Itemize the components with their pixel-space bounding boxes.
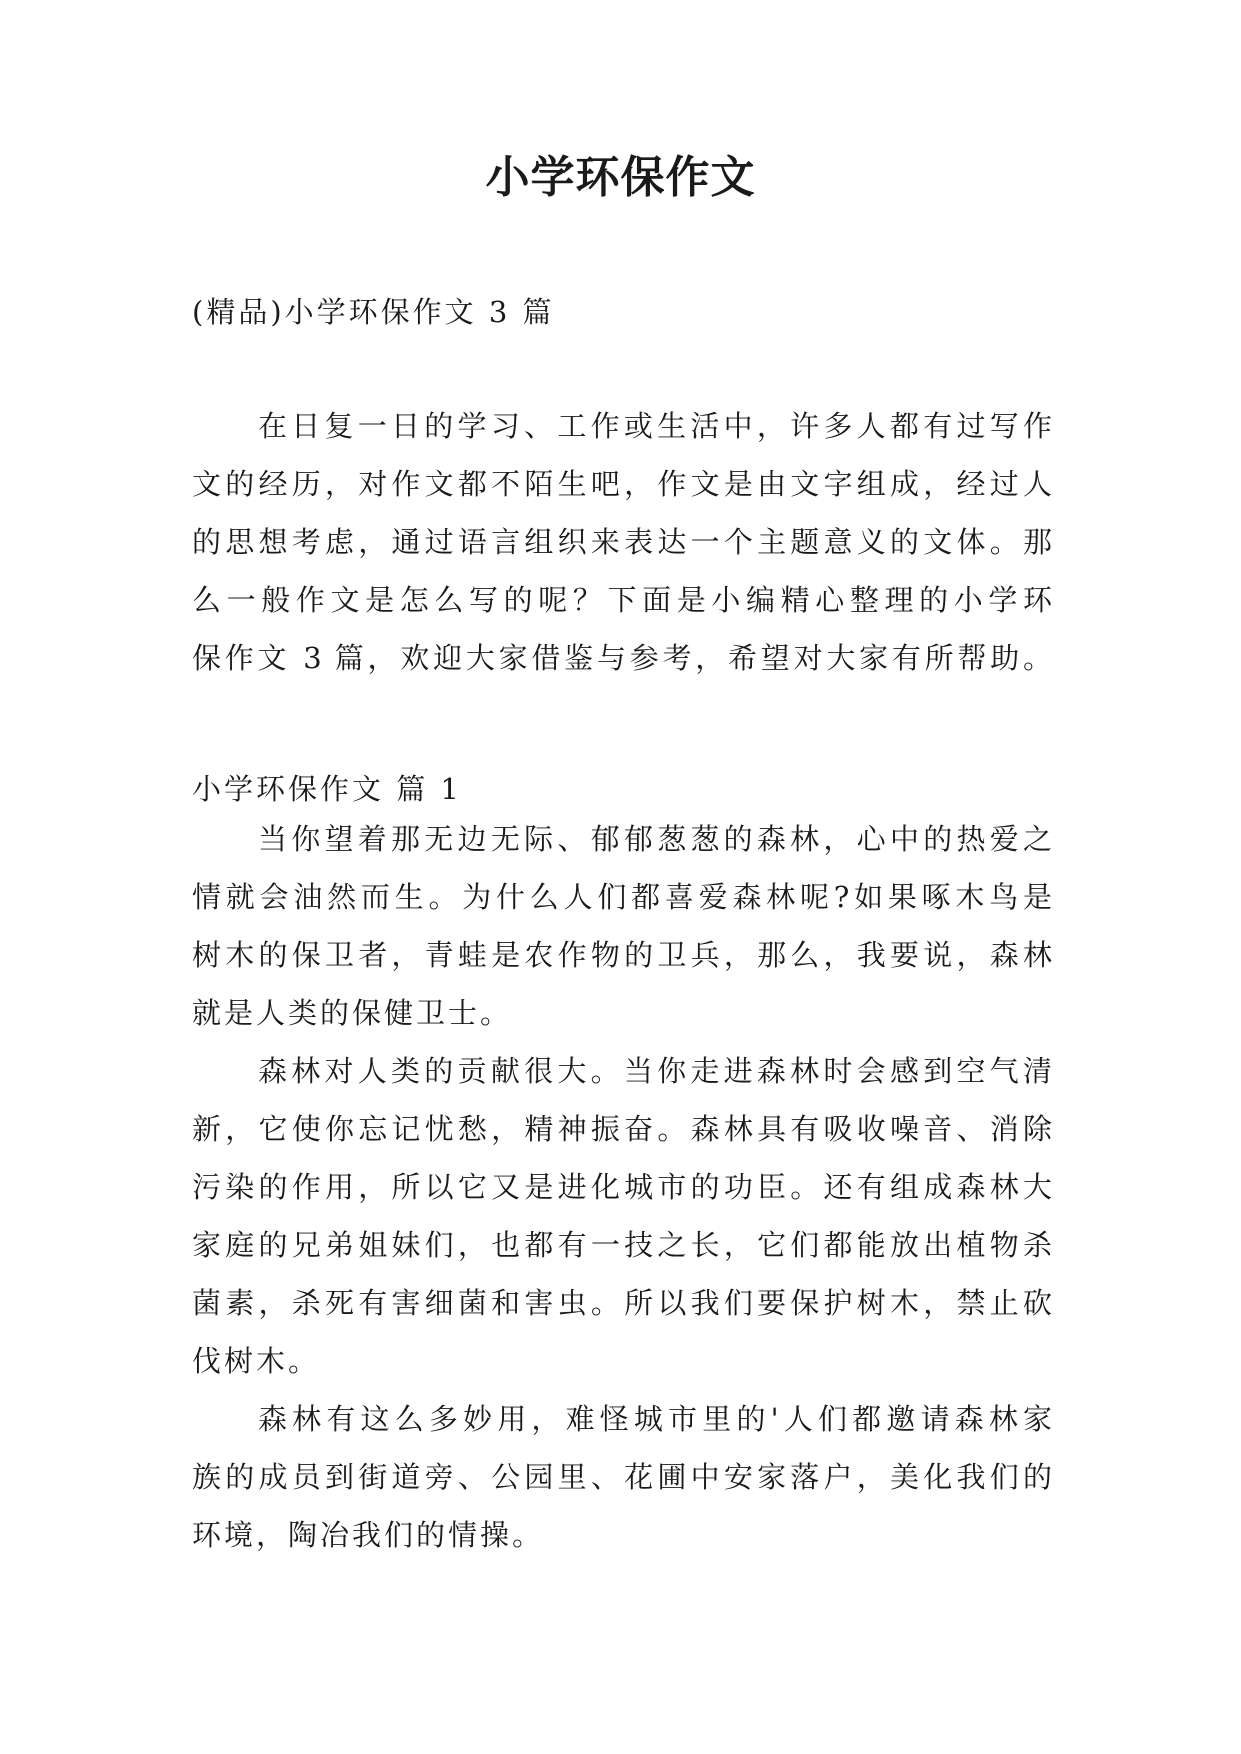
paragraph-line: 森林有这么多妙用，难怪城市里的'人们都邀请森林家 [258,1402,1052,1436]
paragraph-line: 文的经历，对作文都不陌生吧，作文是由文字组成，经过人 [192,467,1052,501]
paragraph-line: 当你望着那无边无际、郁郁葱葱的森林，心中的热爱之 [258,822,1052,856]
paragraph-line: 森林对人类的贡献很大。当你走进森林时会感到空气清 [258,1054,1052,1088]
paragraph-line: 家庭的兄弟姐妹们，也都有一技之长，它们都能放出植物杀 [192,1228,1052,1262]
paragraph-line: 保作文 3 篇，欢迎大家借鉴与参考，希望对大家有所帮助。 [192,641,1052,675]
paragraph-line: 么一般作文是怎么写的呢？下面是小编精心整理的小学环 [192,583,1052,617]
paragraph-line: 就是人类的保健卫士。 [192,996,513,1030]
body-paragraph [192,810,1052,1042]
document-title: 小学环保作文 [485,152,756,203]
paragraph-line: 树木的保卫者，青蛙是农作物的卫兵，那么，我要说，森林 [192,938,1052,972]
section-heading: 小学环保作文 篇 1 [192,772,462,806]
paragraph-line: 的思想考虑，通过语言组织来表达一个主题意义的文体。那 [192,525,1052,559]
paragraph-line: 在日复一日的学习、工作或生活中，许多人都有过写作 [258,409,1052,443]
paragraph-line: 族的成员到街道旁、公园里、花圃中安家落户，美化我们的 [192,1460,1052,1494]
document-subtitle: (精品)小学环保作文 3 篇 [192,295,555,329]
paragraph-line: 伐树木。 [192,1344,321,1378]
paragraph-line: 污染的作用，所以它又是进化城市的功臣。还有组成森林大 [192,1170,1052,1204]
paragraph-line: 情就会油然而生。为什么人们都喜爱森林呢?如果啄木鸟是 [192,880,1052,914]
paragraph-line: 菌素，杀死有害细菌和害虫。所以我们要保护树木，禁止砍 [192,1286,1052,1320]
body-paragraph [192,1042,1052,1390]
intro-paragraph [192,397,1052,687]
paragraph-line: 新，它使你忘记忧愁，精神振奋。森林具有吸收噪音、消除 [192,1112,1052,1146]
paragraph-line: 环境，陶冶我们的情操。 [192,1518,545,1552]
body-paragraph [192,1390,1052,1564]
